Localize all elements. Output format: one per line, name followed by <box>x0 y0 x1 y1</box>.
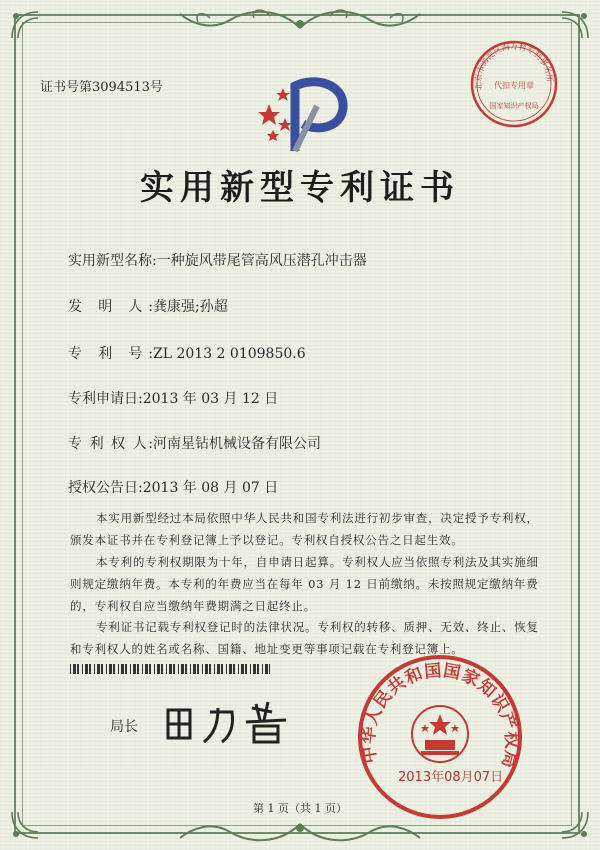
field-value: 河南星钻机械设备有限公司 <box>153 436 321 452</box>
barcode-bar <box>82 664 83 674</box>
barcode-bar <box>209 664 211 674</box>
agent-seal-sub: 国家知识产权局 <box>489 102 539 110</box>
sipo-logo <box>255 66 355 156</box>
barcode-bar <box>70 664 71 674</box>
field-patentee <box>68 433 321 453</box>
director-label: 局长 <box>110 719 138 735</box>
official-seal-date: 2013年08月07日 <box>398 770 504 785</box>
certificate-title: 实用新型专利证书 <box>140 168 460 208</box>
barcode-bar <box>169 664 172 674</box>
barcode-bar <box>241 664 244 674</box>
field-label: 发 明 人: <box>68 299 153 315</box>
field-application-date <box>68 388 278 408</box>
barcode-bar <box>118 664 119 674</box>
barcode-bar <box>73 664 76 674</box>
official-seal <box>355 652 525 822</box>
barcode-bar <box>190 664 191 674</box>
field-label: 专 利 号: <box>68 346 153 362</box>
field-label: 专利申请日: <box>68 391 143 407</box>
barcode-bar <box>193 664 196 674</box>
body-paragraph-text: 本专利的专利权期限为十年，自申请日起算。专利权人应当依照专利法及其实施细则规定缴纳年费。本专利的年费应当在每年 03 月 12 日前缴纳。未按照规定缴纳年费的，专利权自应当缴纳年费期满之日起终止。 <box>70 555 539 613</box>
barcode-bar <box>154 664 155 674</box>
certificate-number-value: 3094513 <box>92 80 150 95</box>
certificate-number <box>40 76 163 95</box>
barcode-bar <box>233 664 235 674</box>
field-value: 2013 年 08 月 07 日 <box>142 480 279 496</box>
barcode-bar <box>269 664 270 674</box>
barcode-bar <box>121 664 124 674</box>
barcode-bar <box>181 664 184 674</box>
agent-seal-center: 代扣专用章 <box>494 81 534 90</box>
barcode-bar <box>202 664 203 674</box>
barcode-bar <box>157 664 160 674</box>
barcode-bar <box>161 664 163 674</box>
barcode-bar <box>97 664 100 674</box>
barcode-bar <box>173 664 175 674</box>
barcode-bar <box>253 664 256 674</box>
barcode-bar <box>130 664 131 674</box>
agent-seal <box>468 38 560 130</box>
barcode-bar <box>265 664 268 674</box>
barcode-bar <box>205 664 208 674</box>
barcode-bar <box>245 664 247 674</box>
field-value: 龚康强;孙超 <box>153 299 228 315</box>
barcode-bar <box>229 664 232 674</box>
barcode-bar <box>250 664 251 674</box>
body-paragraph-text: 本实用新型经过本局依照中华人民共和国专利法进行初步审查，决定授予专利权，颁发本证书并在专利登记簿上予以登记。专利权自授权公告之日起生效。 <box>70 511 539 547</box>
barcode-bar <box>217 664 220 674</box>
bottom-scroll-ornament <box>150 818 450 848</box>
barcode-bar <box>178 664 179 674</box>
barcode-bar <box>89 664 91 674</box>
top-scroll-ornament <box>150 4 450 34</box>
field-patent-number <box>68 343 306 363</box>
barcode-bar <box>142 664 143 674</box>
barcode-bar <box>185 664 187 674</box>
field-label: 专 利 权 人: <box>68 436 153 452</box>
barcode-bar <box>262 664 263 674</box>
body-paragraph-text: 专利证书记载专利权登记时的法律状况。专利权的转移、质押、无效、终止、恢复和专利权人的姓名或名称、国籍、地址变更等事项记载在专利登记簿上。 <box>70 620 539 656</box>
barcode-bar <box>226 664 227 674</box>
field-value: 一种旋风带尾管高风压潜孔冲击器 <box>156 253 367 269</box>
barcode-bar <box>221 664 223 674</box>
barcode-bar <box>94 664 95 674</box>
barcode <box>70 664 270 674</box>
barcode-bar <box>125 664 127 674</box>
director-signature <box>160 698 300 746</box>
corner-ornament-tl <box>8 8 42 42</box>
agent-seal-text: 北京市海淀区海万科专利事务所 <box>473 41 555 91</box>
barcode-bar <box>214 664 215 674</box>
barcode-bar <box>166 664 167 674</box>
barcode-bar <box>145 664 148 674</box>
body-paragraph-2 <box>70 551 540 617</box>
certificate-number-label: 证书号第 <box>40 80 93 95</box>
field-value: ZL 2013 2 0109850.6 <box>153 346 306 362</box>
barcode-bar <box>109 664 112 674</box>
barcode-bar <box>106 664 107 674</box>
page-footer: 第 1 页（共 1 页） <box>253 802 347 815</box>
field-inventor <box>68 296 228 316</box>
barcode-bar <box>197 664 199 674</box>
barcode-bar <box>85 664 88 674</box>
national-emblem-icon <box>412 706 468 762</box>
barcode-bar <box>101 664 103 674</box>
barcode-bar <box>238 664 239 674</box>
barcode-bar <box>77 664 79 674</box>
barcode-bar <box>113 664 115 674</box>
barcode-bar <box>257 664 259 674</box>
corner-ornament-tr <box>558 8 592 42</box>
field-label: 实用新型名称: <box>68 253 157 269</box>
barcode-bar <box>149 664 151 674</box>
field-utility-model-name <box>68 250 367 270</box>
field-grant-date <box>68 477 278 497</box>
barcode-bar <box>137 664 139 674</box>
field-value: 2013 年 03 月 12 日 <box>142 391 279 407</box>
certificate-number-suffix: 号 <box>149 80 163 95</box>
body-paragraph-1 <box>70 507 540 551</box>
field-label: 授权公告日: <box>68 480 143 496</box>
barcode-bar <box>133 664 136 674</box>
official-seal-text: 中华人民共和国国家知识产权局 <box>358 660 522 771</box>
